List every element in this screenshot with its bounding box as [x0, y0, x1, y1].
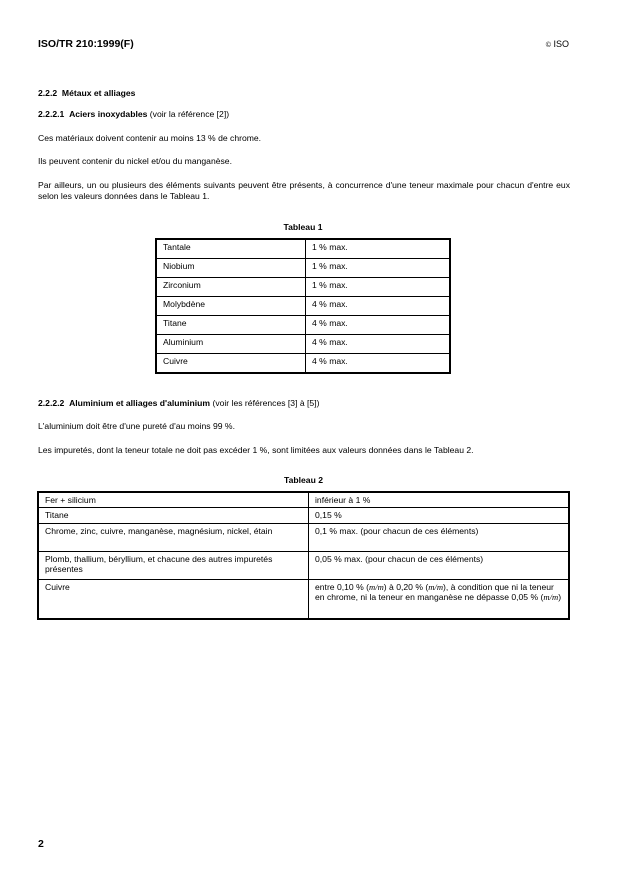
section-heading-2-2-2 — [38, 88, 570, 99]
table-cell: Aluminium — [156, 335, 306, 354]
table-cell: 4 % max. — [306, 297, 451, 316]
section-number: 2.2.2.1 — [38, 109, 65, 119]
table-row — [156, 316, 450, 335]
table-row — [38, 579, 569, 619]
unit-mass-ratio: m/m — [543, 591, 559, 602]
table-cell: Titane — [38, 507, 309, 523]
table-cell: Molybdène — [156, 297, 306, 316]
table-cell: Plomb, thallium, béryllium, et chacune des autres impuretés présentes — [38, 551, 309, 579]
unit-mass-ratio: m/m — [368, 581, 384, 592]
paragraph: L'aluminium doit être d'une pureté d'au moins 99 %. — [38, 421, 235, 431]
table-row — [156, 239, 450, 259]
table-row — [38, 492, 569, 507]
cell-text: ), à condition que ni la teneur en chrome, ni la teneur en manganèse ne dépasse 0,05 % ( — [315, 581, 554, 602]
cell-text: ) — [558, 591, 562, 602]
section-number: 2.2.2 — [38, 88, 58, 98]
table-row — [38, 523, 569, 551]
table-row — [38, 507, 569, 523]
table-cell: Cuivre — [156, 354, 306, 374]
cell-text: entre 0,10 % ( — [315, 581, 369, 592]
table-row — [156, 335, 450, 354]
table-caption: Tableau 2 — [283, 475, 323, 485]
section-heading-2-2-2-1 — [38, 109, 570, 120]
unit-mass-ratio: m/m — [428, 581, 444, 592]
table-cell: Tantale — [156, 239, 306, 259]
table-cell: Niobium — [156, 259, 306, 278]
table-cell: 1 % max. — [306, 278, 451, 297]
section-title: Métaux et alliages — [61, 88, 136, 98]
section-title: Aciers inoxydables — [69, 109, 148, 119]
section-title: Aluminium et alliages d'aluminium — [69, 398, 211, 408]
copyright-notice — [546, 39, 569, 49]
paragraph: Ces matériaux doivent contenir au moins 13 % de chrome. — [38, 133, 262, 143]
table-2 — [37, 491, 570, 620]
table-row — [156, 278, 450, 297]
table-cell: inférieur à 1 % — [309, 492, 570, 507]
table-row — [156, 259, 450, 278]
table-cell: Zirconium — [156, 278, 306, 297]
cell-text: ) à 0,20 % ( — [383, 581, 429, 592]
table-cell: 4 % max. — [306, 354, 451, 374]
page-number: 2 — [38, 838, 44, 850]
table-cell: 0,1 % max. (pour chacun de ces éléments) — [309, 523, 570, 551]
section-reference: (voir les références [3] à [5]) — [212, 398, 320, 408]
table-cell: 1 % max. — [306, 259, 451, 278]
table-cell: 4 % max. — [306, 335, 451, 354]
table-cell — [309, 579, 570, 619]
table-cell: 0,05 % max. (pour chacun de ces éléments) — [309, 551, 570, 579]
table-row — [38, 551, 569, 579]
copyright-owner: ISO — [553, 39, 569, 49]
table-cell: Cuivre — [38, 579, 309, 619]
table-cell: Chrome, zinc, cuivre, manganèse, magnésium, nickel, étain — [38, 523, 309, 551]
table-row — [156, 354, 450, 374]
table-cell: Fer + silicium — [38, 492, 309, 507]
paragraph: Les impuretés, dont la teneur totale ne doit pas excéder 1 %, sont limitées aux valeurs données dans le Tableau 2. — [38, 445, 474, 455]
section-number: 2.2.2.2 — [38, 398, 65, 408]
document-id: ISO/TR 210:1999(F) — [38, 38, 134, 50]
table-cell: 0,15 % — [309, 507, 570, 523]
paragraph: Par ailleurs, un ou plusieurs des éléments suivants peuvent être présents, à concurrence d'une teneur maximale pour chacun d'entre eux selon les valeurs données dans le Tableau 1. — [38, 180, 570, 201]
table-cell: 1 % max. — [306, 239, 451, 259]
section-heading-2-2-2-2 — [38, 398, 570, 409]
paragraph: Ils peuvent contenir du nickel et/ou du manganèse. — [38, 156, 232, 166]
table-row — [156, 297, 450, 316]
table-cell: 4 % max. — [306, 316, 451, 335]
table-caption: Tableau 1 — [283, 222, 323, 232]
copyright-symbol: © — [545, 42, 551, 49]
table-cell: Titane — [156, 316, 306, 335]
section-reference: (voir la référence [2]) — [149, 109, 230, 119]
table-1 — [155, 238, 451, 374]
